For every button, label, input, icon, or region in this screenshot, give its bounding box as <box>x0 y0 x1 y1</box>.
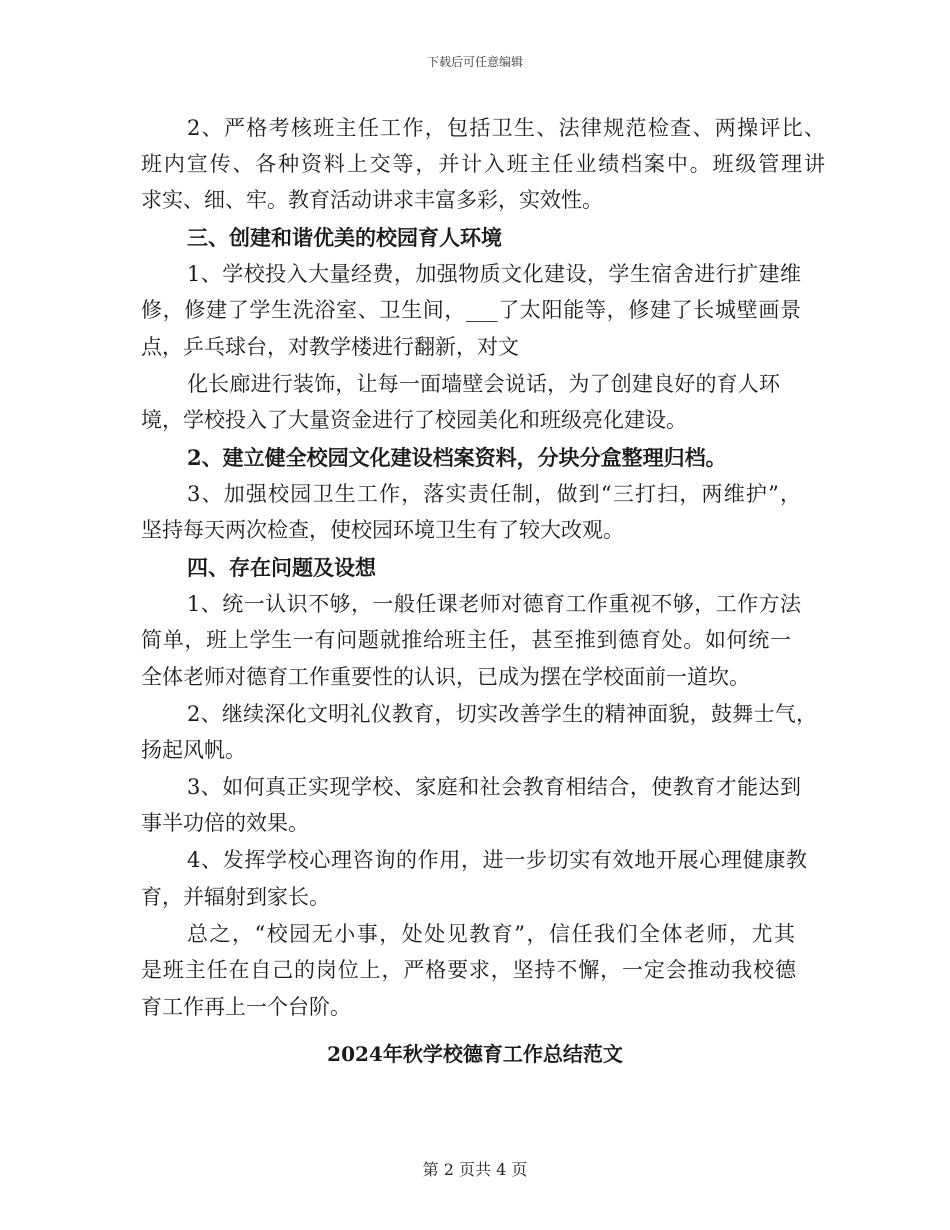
paragraph-line: 2、严格考核班主任工作，包括卫生、法律规范检查、两操评比、 <box>187 116 825 140</box>
paragraph-line: 境，学校投入了大量资金进行了校园美化和班级亮化建设。 <box>141 408 687 432</box>
paragraph-line: 全体老师对德育工作重要性的认识，已成为摆在学校面前一道坎。 <box>141 665 750 689</box>
paragraph-line: 简单，班上学生一有问题就推给班主任，甚至推到德育处。如何统一 <box>141 628 791 652</box>
paragraph-line: 事半功倍的效果。 <box>141 811 309 835</box>
paragraph-line: 点，乒乓球台，对教学楼进行翻新，对文 <box>141 335 519 359</box>
paragraph-line: 育工作再上一个台阶。 <box>141 995 351 1019</box>
page-footer: 第 2 页共 4 页 <box>422 1160 528 1179</box>
paragraph-line: 求实、细、牢。教育活动讲求丰富多彩，实效性。 <box>141 188 603 212</box>
paragraph-line: 1、学校投入大量经费，加强物质文化建设，学生宿舍进行扩建维 <box>187 262 801 286</box>
paragraph-line: 化长廊进行装饰，让每一面墙壁会说话，为了创建良好的育人环 <box>187 372 780 396</box>
paragraph-line: 3、如何真正实现学校、家庭和社会教育相结合，使教育才能达到 <box>187 775 801 799</box>
paragraph-line: 1、统一认识不够，一般任课老师对德育工作重视不够，工作方法 <box>187 592 801 616</box>
paragraph-line: 扬起风帆。 <box>141 738 246 762</box>
paragraph-line: 是班主任在自己的岗位上，严格要求，坚持不懈，一定会推动我校德 <box>141 958 796 982</box>
section-heading: 三、创建和谐优美的校园育人环境 <box>187 225 502 250</box>
paragraph-line: 4、发挥学校心理咨询的作用，进一步切实有效地开展心理健康教 <box>187 848 807 872</box>
paragraph-line: 坚持每天两次检查，使校园环境卫生有了较大改观。 <box>141 518 624 542</box>
paragraph-line: 育，并辐射到家长。 <box>141 885 330 909</box>
section-heading: 2、建立健全校园文化建设档案资料，分块分盒整理归档。 <box>187 445 727 470</box>
paragraph-line: 班内宣传、各种资料上交等，并计入班主任业绩档案中。班级管理讲 <box>141 152 825 176</box>
paragraph-line: 2、继续深化文明礼仪教育，切实改善学生的精神面貌，鼓舞士气， <box>187 702 817 726</box>
page-header: 下载后可任意编辑 <box>426 55 523 69</box>
document-title: 2024年秋学校德育工作总结范文 <box>327 1042 623 1066</box>
paragraph-line: 修，修建了学生洗浴室、卫生间，___了太阳能等，修建了长城壁画景 <box>141 298 801 322</box>
section-heading: 四、存在问题及设想 <box>187 555 376 580</box>
paragraph-line: 3、加强校园卫生工作，落实责任制，做到“三打扫，两维护”， <box>187 482 801 506</box>
paragraph-line: 总之，“校园无小事，处处见教育”，信任我们全体老师，尤其 <box>187 922 795 946</box>
